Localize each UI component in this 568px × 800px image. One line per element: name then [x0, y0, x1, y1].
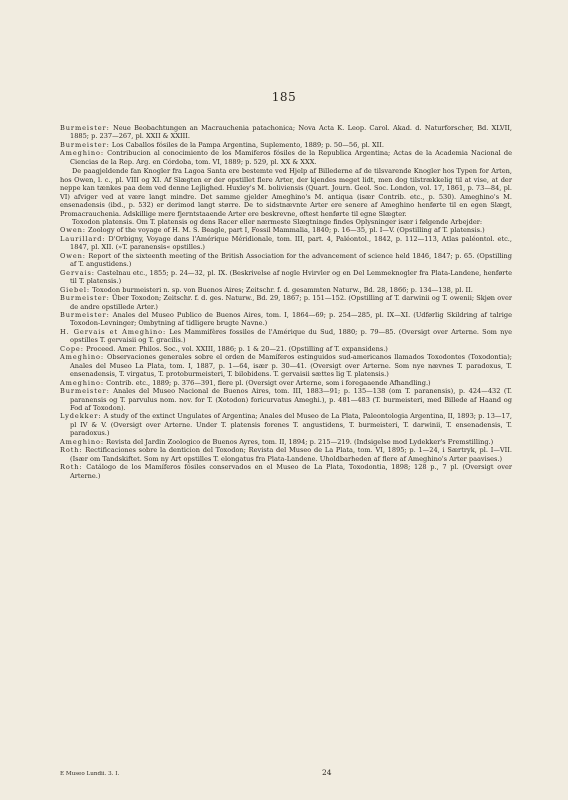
- sheet-number: 24: [322, 768, 332, 777]
- entry-author: Ameghino:: [60, 149, 105, 158]
- body-paragraph: Toxodon platensis. Om T. platensis og dens Racer eller nærmeste Slægtninge findes Oplysninger især i følgende Arbejder:: [72, 217, 483, 226]
- footer-signature: E Museo Lundii. 3. I.: [60, 771, 120, 777]
- bibliography-entry: [60, 353, 512, 378]
- entry-author: Laurillard:: [60, 234, 106, 243]
- bibliography-entry: [60, 379, 512, 387]
- entry-text: Revista del Jardin Zoologico de Buenos Ayres, tom. II, 1894; p. 215—219. (Indsigelse mod Lydekker's Fremstilling.): [104, 437, 494, 446]
- bibliography-entry: [60, 141, 512, 149]
- entry-author: Lydekker:: [60, 412, 102, 421]
- bibliography-entry: [60, 124, 512, 141]
- entry-author: Burmeister:: [60, 140, 110, 149]
- entry-text: Anales del Museo Nacional de Buenos Aires, tom. III, 1883—91; p. 135—138 (om T. paranensis), p. 424—432 (T. paranensis og T. parvulus nom. nov. for T. (Xotodon) foricurvatus Ameghi.), p. 481—483 (T. burmeisteri, med Billede af Haand og Fod af Toxodon).: [70, 387, 512, 412]
- entry-author: Roth:: [60, 463, 83, 472]
- entry-author: H. Gervais et Ameghino:: [60, 327, 167, 336]
- entry-author: Burmeister:: [60, 294, 110, 303]
- bibliography-entry: [60, 438, 512, 446]
- entry-text: A study of the extinct Ungulates of Argentina; Anales del Museo de La Plata, Paleontologia Argentina, II, 1893; p. 13—17, pl IV & V. (Oversigt over Arterne. Under T. platensis forenes T. angustidens, T. burmeisteri, T. darwinii, T. ensenadensis, T. paradoxus.): [70, 412, 512, 438]
- bibliography-entry: [60, 387, 512, 412]
- entry-text: D'Orbigny, Voyage dans l'Amérique Méridionale, tom. III, part. 4, Paléontol., 1842, p. 112—113, Atlas paléontol. etc., 1847, pl. XII. (»T. paranensis« opstilles.): [70, 234, 512, 252]
- bibliography-entry: [60, 294, 512, 311]
- entry-text: Über Toxodon; Zeitschr. f. d. ges. Naturw., Bd. 29, 1867; p. 151—152. (Opstilling af T. darwinii og T. owenii; Skjøn over de andre opstillede Arter.): [70, 294, 512, 311]
- bibliography-entry: [60, 311, 512, 328]
- bibliography-entry: [60, 286, 512, 294]
- entry-author: Burmeister:: [60, 387, 110, 396]
- body-paragraph: De paagjeldende fan Knogler fra Lagoa Santa ere bestemte ved Hjelp af Billederne af de tilsvarende Knogler hos Typen for Arten, hos Owen, l. c., pl. VIII og XI. Af Slægten er der opstillet flere Arter, der kjendes meget lidt, men dog tilstrækkelig til at vise, at der neppe kan tænkes paa dem ved denne Lejlighed. Huxley's M. boliviensis (Quart. Journ. Geol. Soc. London, vol. 17, 1861, p. 73—84, pl. VI) afviger ved at være langt mindre. Det samme gjelder Ameghino's M. antiqua (især Contrib. etc., p. 530). Ameghino's M. ensenadensis (ibd., p. 532) er derimod langt større. De to sidstnævnte Arter ere senere af Ameghino henførte til en egen Slægt, Promacrauchenia. Adskillige mere fjerntstaaende Arter ere beskrevne, oftest henførte til egne Slægter.: [60, 167, 512, 218]
- entry-text: Contribucion al conocimiento de los Mamiferos fósiles de la Republica Argentina; Actas de la Academia Nacional de Ciencias de la Rep. Arg. en Córdoba, tom. VI, 1889; p. 529, pl. XX & XXX.: [70, 149, 512, 166]
- entry-author: Burmeister:: [60, 124, 110, 132]
- bibliography-entry: [60, 226, 512, 234]
- entry-text: Anales del Museo Publico de Buenos Aires, tom. I, 1864—69; p. 254—285, pl. IX—XI. (Udførlig Skildring af talrige Toxodon-Levninger; Ombytning af tidligere brugte Navne.): [70, 310, 512, 328]
- entry-author: Cope:: [60, 344, 84, 353]
- entry-author: Burmeister:: [60, 310, 110, 319]
- bibliography-entry: [60, 252, 512, 269]
- entry-text: Catálogo de los Mamíferos fósiles conservados en el Museo de La Plata, Toxodontia, 1898; 128 p., 7 pl. (Oversigt over Arterne.): [70, 463, 512, 480]
- entry-text: Rectificaciones sobre la denticion del Toxodon; Revista del Museo de La Plata, tom. VI, 1895; p. 1—24, i Særtryk, pl. I—VII. (Især om Tandskiftet. Som ny Art opstilles T. elongatus fra Plata-Landene. Uholdbarheden af flere af Ameghino's Arter paavises.): [70, 446, 512, 463]
- bibliography-entry: [60, 446, 512, 463]
- entry-text: Report of the sixteenth meeting of the British Association for the advancement of science held 1846, 1847; p. 65. (Opstilling af T. angustidens.): [70, 251, 512, 269]
- bibliography-entry: [60, 328, 512, 345]
- entry-text: Les Mammifères fossiles de l'Amérique du Sud, 1880; p. 79—85. (Oversigt over Arterne. Som nye opstilles T. gervaisii og T. gracilis.): [70, 327, 512, 345]
- entry-author: Ameghino:: [60, 437, 105, 446]
- bibliography-entry: [60, 463, 512, 480]
- entry-author: Owen:: [60, 251, 86, 260]
- entry-author: Giebel:: [60, 285, 91, 294]
- page-number: 185: [271, 90, 297, 104]
- entry-text: Los Caballos fósiles de la Pampa Argentina, Suplemento, 1889; p. 50—56, pl. XII.: [109, 140, 384, 149]
- entry-author: Roth:: [60, 446, 83, 455]
- entry-author: Gervais:: [60, 268, 95, 277]
- entry-text: Castelnau etc., 1855; p. 24—32, pl. IX. (Beskrivelse af nogle Hvirvler og en Del Lemmeknogler fra Plata-Landene, henførte til T. platensis.): [70, 268, 512, 286]
- entry-author: Ameghino:: [60, 353, 105, 362]
- bibliography-entry: [60, 412, 512, 437]
- entry-text: Toxodon burmeisteri n. sp. von Buenos Aires; Zeitschr. f. d. gesammten Naturw., Bd. 28, 1866; p. 134—138, pl. II.: [90, 285, 473, 294]
- entry-author: Ameghino:: [60, 378, 105, 387]
- entry-author: Owen:: [60, 226, 86, 235]
- entry-text: Observaciones generales sobre el orden de Mamíferos estinguidos sud-americanos llamados Toxodontes (Toxodontia); Anales del Museo La Plata, tom. I, 1887, p. 1—64, især p. 30—41. (Oversigt over Arterne. Som nye nævnes T. paradoxus, T. ensenadensis, T. virgatus, T. protoburmeisteri, T. bilobidens. T. gervaisii sættes lig T. platensis.): [70, 353, 512, 379]
- entry-text: Contrib. etc., 1889; p. 376—391, flere pl. (Oversigt over Arterne, som i foregaaende Afhandling.): [104, 378, 431, 387]
- bibliography-text: [60, 124, 512, 480]
- entry-text: Proceed. Amer. Philos. Soc., vol. XXIII, 1886; p. 1 & 20—21. (Opstilling af T. expansidens.): [83, 344, 388, 353]
- entry-text: Zoology of the voyage of H. M. S. Beagle, part I, Fossil Mammalia, 1840; p. 16—35, pl. I—V. (Opstilling af T. platensis.): [85, 226, 485, 235]
- bibliography-entry: [60, 269, 512, 286]
- bibliography-entry: [60, 149, 512, 166]
- entry-text: Neue Beobachtungen an Macrauchenia patachonica; Nova Acta K. Leop. Carol. Akad. d. Naturforscher, Bd. XLVII, 1885; p. 237—267, pl. XXII & XXIII.: [70, 124, 512, 141]
- bibliography-entry: [60, 345, 512, 353]
- bibliography-entry: [60, 235, 512, 252]
